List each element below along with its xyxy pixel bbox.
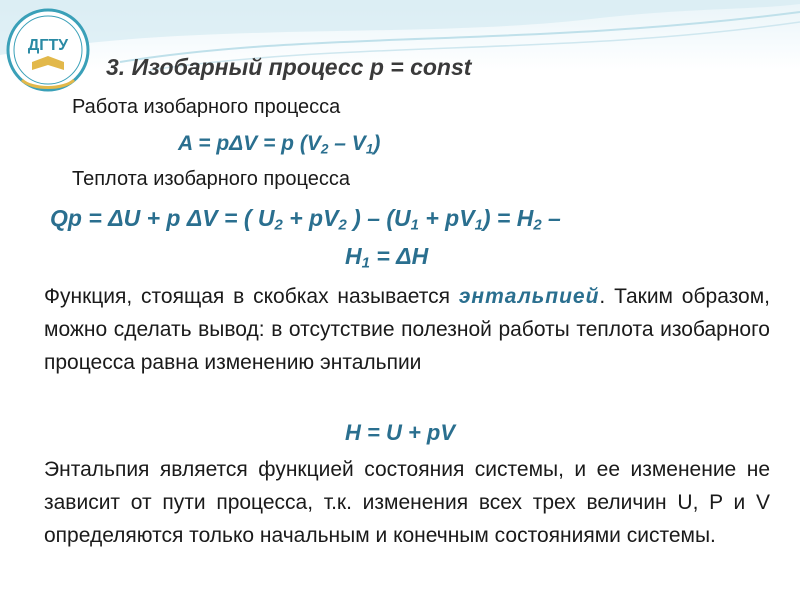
formula-heat-s2: 2 xyxy=(338,216,347,234)
section-heading: 3. Изобарный процесс p = const xyxy=(106,54,472,80)
formula-heat-line1 xyxy=(50,205,561,234)
formula-heat-p2: + pV xyxy=(282,205,339,231)
formula-heat-p4: + pV xyxy=(418,205,475,231)
formula-enthalpy: H = U + pV xyxy=(345,420,456,445)
formula-heat-s4: 1 xyxy=(474,216,483,234)
formula-heat-l2s: 1 xyxy=(361,254,370,272)
formula-heat-s1: 2 xyxy=(274,216,283,234)
formula-work-part2: – V xyxy=(328,132,366,155)
formula-heat-p5: ) = H xyxy=(482,205,534,231)
formula-heat-p3: ) – (U xyxy=(346,205,411,231)
formula-heat-l2b: = ΔH xyxy=(369,243,429,269)
svg-text:ДГТУ: ДГТУ xyxy=(27,37,69,54)
formula-heat-line2 xyxy=(345,243,428,272)
formula-heat-s5: 2 xyxy=(533,216,542,234)
university-logo xyxy=(2,2,94,102)
paragraph1-after: . Таким образом, можно сделать вывод: в отсутствие полезной работы теплота изобарного процесса равна изменению энтальпии xyxy=(44,285,770,374)
paragraph-enthalpy-definition xyxy=(44,280,770,379)
formula-work-sub1: 2 xyxy=(320,141,329,157)
paragraph-state-function: Энтальпия является функцией состояния системы, и ее изменение не зависит от пути процесса, т.к. изменения всех трех величин U, P и V определяются только начальным и конечным состояниями системы. xyxy=(44,458,770,547)
formula-work-sub2: 1 xyxy=(365,141,374,157)
formula-work-part3: ) xyxy=(373,132,381,155)
formula-heat-p1: Qp = ΔU + p ΔV = ( U xyxy=(50,205,275,231)
formula-work xyxy=(178,132,380,156)
subtitle-heat: Теплота изобарного процесса xyxy=(72,168,350,190)
subtitle-work: Работа изобарного процесса xyxy=(72,96,341,118)
paragraph1-before: Функция, стоящая в скобках называется xyxy=(44,285,459,308)
term-enthalpy: энтальпией xyxy=(458,285,600,308)
formula-heat-l2a: H xyxy=(345,243,362,269)
formula-heat-s3: 1 xyxy=(410,216,419,234)
formula-work-part1: A = pΔV = p (V xyxy=(178,132,321,155)
formula-heat-p6: – xyxy=(541,205,561,231)
